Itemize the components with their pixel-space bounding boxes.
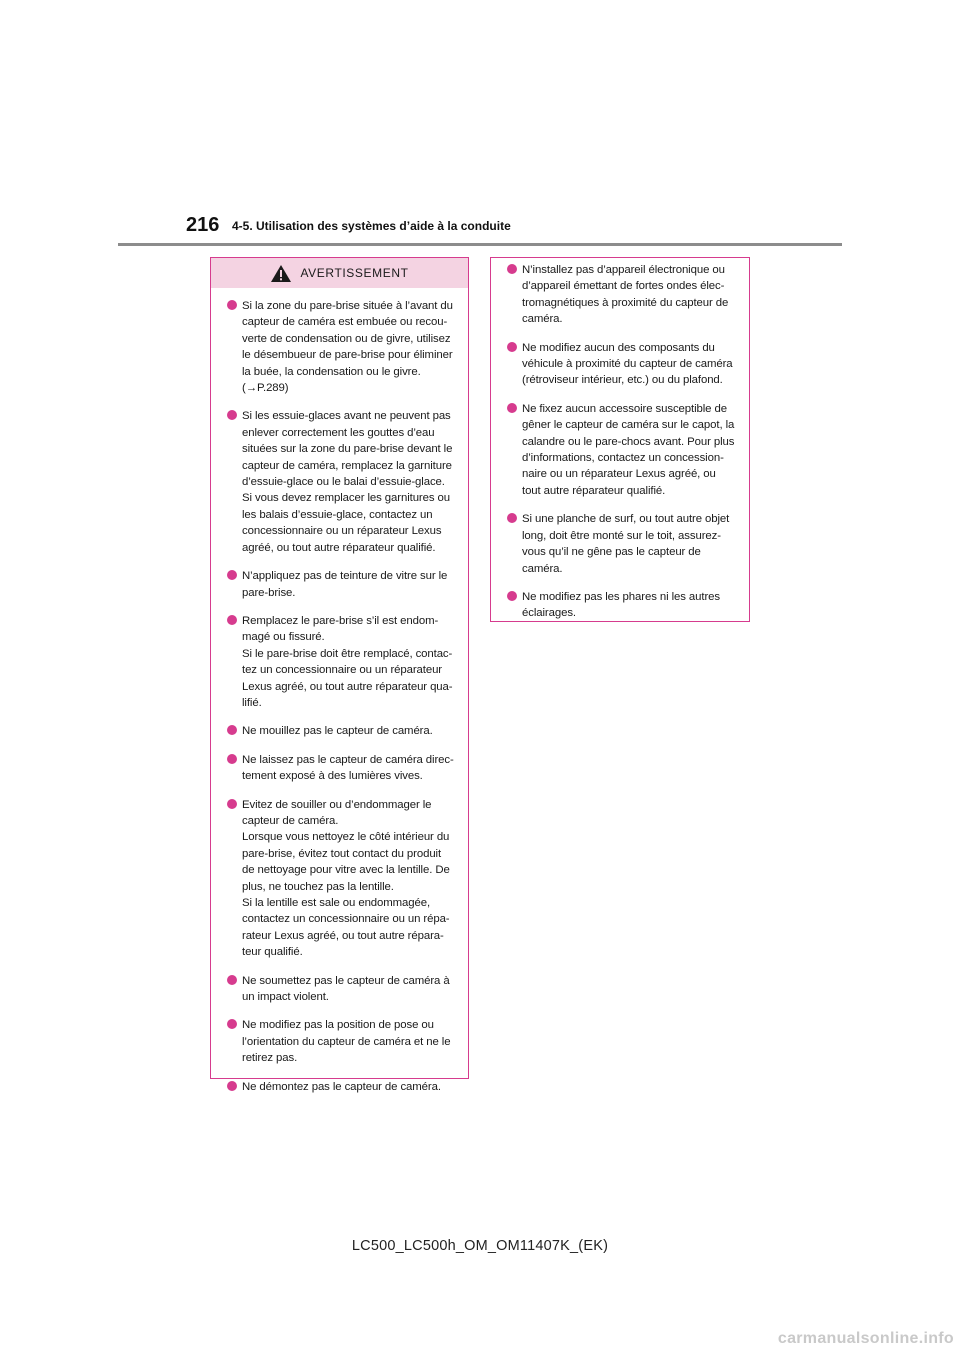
warning-item (507, 511, 741, 577)
warning-item (227, 797, 460, 961)
warning-item-text: Ne mouillez pas le capteur de caméra. (242, 725, 433, 738)
warning-item-text: Evitez de souiller ou d’endommager le capteur de caméra. Lorsque vous nettoyez le côté intérieur du pare-brise, évitez tout contact du produit de nettoyage pour vitre avec la lentille. De plus, ne touchez pas la lentille. Si la lentille est sale ou endommagée, contactez un concessionnaire ou un répa- rateur Lexus agréé, ou tout autre répara- teur qualifié. (242, 798, 450, 959)
bullet-icon (507, 403, 517, 413)
warning-item-text: Ne démontez pas le capteur de caméra. (242, 1080, 441, 1093)
warning-item-text: Si une planche de surf, ou tout autre objet long, doit être monté sur le toit, assurez- vous qu’il ne gêne pas le capteur de caméra. (522, 513, 730, 575)
warning-item (507, 340, 741, 389)
warning-item (507, 401, 741, 499)
warning-list-left (211, 288, 468, 1095)
page-header (0, 0, 960, 250)
bullet-icon (227, 1019, 237, 1029)
warning-item (227, 752, 460, 785)
warning-item (507, 262, 741, 328)
warning-triangle-icon (270, 264, 292, 283)
warning-item (227, 973, 460, 1006)
warning-header (211, 258, 468, 288)
bullet-icon (227, 410, 237, 420)
warning-item-text: Ne fixez aucun accessoire susceptible de gêner le capteur de caméra sur le capot, la calandre ou le pare-chocs avant. Pour plus d’informations, contactez un concession- naire ou un réparateur Lexus agréé, ou tout autre réparateur qualifié. (522, 402, 735, 497)
watermark: carmanualsonline.info (777, 1330, 954, 1347)
bullet-icon (227, 570, 237, 580)
bullet-icon (227, 975, 237, 985)
warning-item-text: Ne modifiez pas la position de pose ou l’orientation du capteur de caméra et ne le retirez pas. (242, 1019, 451, 1065)
warning-item-text: Ne modifiez aucun des composants du véhicule à proximité du capteur de caméra (rétroviseur intérieur, etc.) ou du plafond. (522, 341, 733, 387)
warning-item-text: Si les essuie-glaces avant ne peuvent pas enlever correctement les gouttes d’eau situées sur la zone du pare-brise devant le capteur de caméra, remplacez la garniture d’essuie-glace ou le balai d’essuie-glace. Si vous devez remplacer les garnitures ou les balais d’essuie-glace, contactez un concessionnaire ou un réparateur Lexus agréé, ou tout autre réparateur qualifié. (242, 410, 453, 554)
warning-item (227, 613, 460, 711)
document-code: LC500_LC500h_OM_OM11407K_(EK) (351, 1238, 609, 1254)
warning-item (227, 298, 460, 396)
warning-item (227, 1079, 460, 1095)
bullet-icon (507, 513, 517, 523)
warning-item-text: Ne soumettez pas le capteur de caméra à un impact violent. (242, 974, 450, 1004)
header-divider (118, 243, 842, 246)
warning-item-text: Remplacez le pare-brise s’il est endom- magé ou fissuré. Si le pare-brise doit être remplacé, contac- tez un concessionnaire ou un réparateur Lexus agréé, ou tout autre réparateur qua- lifié. (242, 614, 453, 709)
warning-item (227, 1017, 460, 1066)
bullet-icon (507, 342, 517, 352)
warning-item-text: N’installez pas d’appareil électronique ou d’appareil émettant de fortes ondes élec- tromagnétiques à proximité du capteur de caméra. (522, 264, 729, 326)
warning-item-text: N’appliquez pas de teinture de vitre sur le pare-brise. (242, 570, 448, 599)
warning-box-left (210, 257, 469, 1093)
section-title: 4-5. Utilisation des systèmes d’aide à la conduite (232, 219, 511, 233)
warning-item (507, 589, 741, 622)
warning-item (227, 408, 460, 556)
bullet-icon (227, 754, 237, 764)
warning-list-right (491, 258, 749, 622)
bullet-icon (227, 725, 237, 735)
bullet-icon (227, 300, 237, 310)
bullet-icon (507, 591, 517, 601)
warning-item (227, 723, 460, 739)
warning-item-text: Ne laissez pas le capteur de caméra direc- tement exposé à des lumières vives. (242, 753, 454, 783)
bullet-icon (227, 799, 237, 809)
bullet-icon (507, 264, 517, 274)
warning-item-text: Ne modifiez pas les phares ni les autres éclairages. (522, 590, 720, 620)
warning-item-text: Si la zone du pare-brise située à l’avant du capteur de caméra est embuée ou recou- verte de condensation ou de givre, utilisez le désembueur de pare-brise pour éliminer la buée, la condensation ou le givre. (→P.289) (242, 300, 453, 395)
bullet-icon (227, 1081, 237, 1091)
warning-box-right (490, 257, 750, 622)
warning-title: AVERTISSEMENT (300, 266, 409, 280)
bullet-icon (227, 615, 237, 625)
page-number: 216 (186, 214, 220, 236)
warning-item (227, 568, 460, 601)
